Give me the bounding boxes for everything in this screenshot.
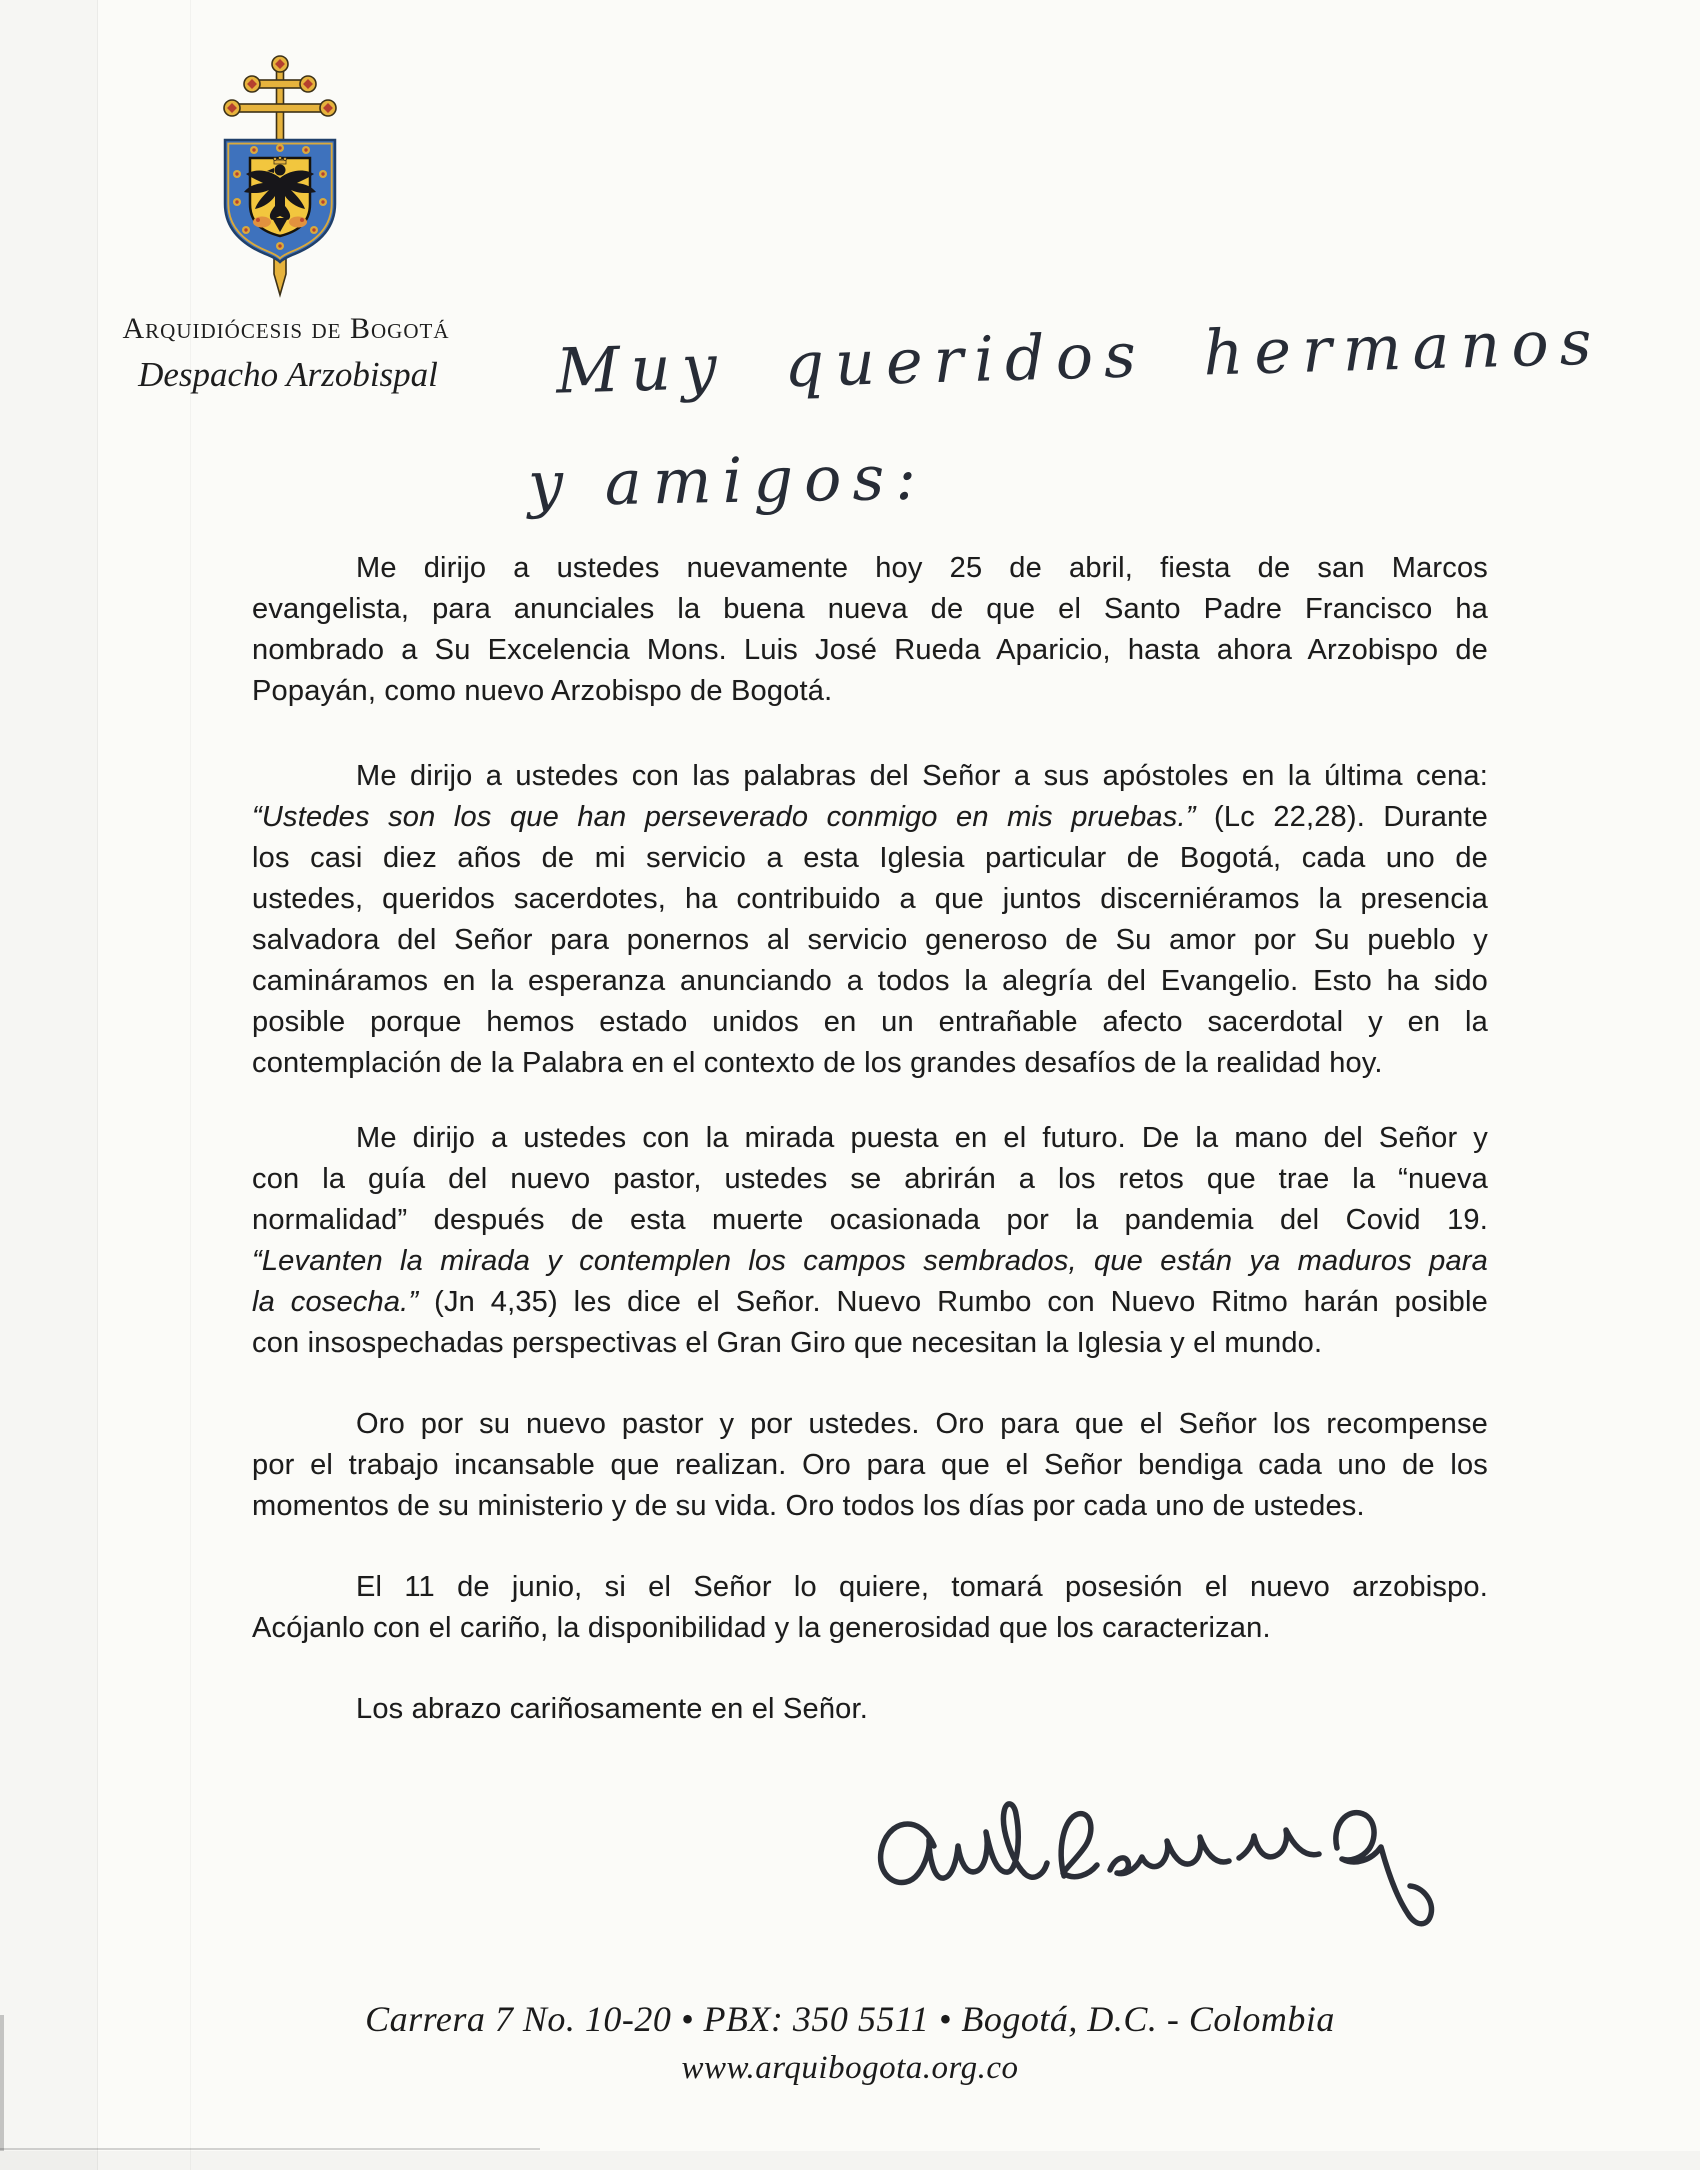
scripture-quote: “Ustedes son los que han perseverado conmigo en mis pruebas.”	[252, 801, 1196, 833]
paragraph-text: El 11 de junio, si el Señor lo quiere, tomará posesión el nuevo arzobispo.	[356, 1571, 1488, 1603]
paragraph-text: con insospechadas perspectivas el Gran Giro que necesitan la Iglesia y el mundo.	[252, 1327, 1323, 1359]
paragraph-text: Popayán, como nuevo Arzobispo de Bogotá.	[252, 675, 833, 707]
office-name: Despacho Arzobispal	[138, 355, 438, 394]
paragraph-text: contemplación de la Palabra en el contexto de los grandes desafíos de la realidad hoy.	[252, 1047, 1383, 1079]
paragraph-text: ustedes, queridos sacerdotes, ha contribuido a que juntos discerniéramos la presencia	[252, 883, 1488, 915]
paragraph-text: evangelista, para anunciales la buena nueva de que el Santo Padre Francisco ha	[252, 593, 1488, 625]
paragraph-text: los casi diez años de mi servicio a esta Iglesia particular de Bogotá, cada uno de	[252, 842, 1488, 874]
footer-address: Carrera 7 No. 10-20 • PBX: 350 5511 • Bogotá, D.C. - Colombia	[365, 1999, 1335, 2039]
letter-paragraph	[252, 1567, 1488, 1649]
patriarchal-cross-icon	[224, 56, 336, 146]
paragraph-text: Oro por su nuevo pastor y por ustedes. Oro para que el Señor los recompense	[356, 1408, 1488, 1440]
paragraph-text: nombrado a Su Excelencia Mons. Luis José Rueda Aparicio, hasta ahora Arzobispo de	[252, 634, 1488, 666]
handwritten-greeting-line2: y amigos:	[527, 440, 928, 521]
paragraph-text: Los abrazo cariñosamente en el Señor.	[356, 1693, 868, 1725]
cardinal-signature-scribble	[848, 1786, 1488, 1966]
letter-paragraph	[252, 1689, 1488, 1730]
letter-paragraph	[252, 756, 1488, 1084]
paragraph-text: Me dirijo a ustedes nuevamente hoy 25 de abril, fiesta de san Marcos	[356, 552, 1488, 584]
letter-paragraph	[252, 548, 1488, 712]
archdiocese-coat-of-arms-icon	[208, 52, 353, 304]
scripture-quote: la cosecha.”	[252, 1286, 419, 1318]
paragraph-text: con la guía del nuevo pastor, ustedes se abrirán a los retos que trae la “nueva	[252, 1163, 1488, 1195]
paragraph-text: momentos de su ministerio y de su vida. Oro todos los días por cada uno de ustedes.	[252, 1490, 1365, 1522]
scan-bottom-strip	[0, 2151, 1700, 2170]
organization-name: Arquidiócesis de Bogotá	[122, 312, 450, 345]
footer-website: www.arquibogota.org.co	[681, 2050, 1019, 2086]
paragraph-text: posible porque hemos estado unidos en un entrañable afecto sacerdotal y en la	[252, 1006, 1488, 1038]
paragraph-text: camináramos en la esperanza anunciando a todos la alegría del Evangelio. Esto ha sido	[252, 965, 1488, 997]
paragraph-text: (Lc 22,28). Durante	[1195, 801, 1488, 833]
scripture-quote: “Levanten la mirada y contemplen los campos sembrados, que están ya maduros para	[252, 1245, 1488, 1277]
letter-paragraph	[252, 1404, 1488, 1527]
scan-edge-band	[0, 0, 98, 2170]
paragraph-text: Me dirijo a ustedes con las palabras del Señor a sus apóstoles en la última cena:	[356, 760, 1488, 792]
handwritten-greeting-line1: Muy queridos hermanos	[555, 305, 1604, 408]
paragraph-text: Me dirijo a ustedes con la mirada puesta en el futuro. De la mano del Señor y	[356, 1122, 1488, 1154]
scan-page-bottom-edge	[0, 2148, 540, 2150]
letter-paragraph	[252, 1118, 1488, 1364]
paragraph-text: salvadora del Señor para ponernos al servicio generoso de Su amor por Su pueblo y	[252, 924, 1488, 956]
paragraph-text: (Jn 4,35) les dice el Señor. Nuevo Rumbo con Nuevo Ritmo harán posible	[418, 1286, 1488, 1318]
eagle-crown-icon	[274, 157, 287, 165]
paragraph-text: por el trabajo incansable que realizan. Oro para que el Señor bendiga cada uno de los	[252, 1449, 1488, 1481]
paragraph-text: normalidad” después de esta muerte ocasionada por la pandemia del Covid 19.	[252, 1204, 1488, 1236]
paragraph-text: Acójanlo con el cariño, la disponibilidad y la generosidad que los caracterizan.	[252, 1612, 1271, 1644]
